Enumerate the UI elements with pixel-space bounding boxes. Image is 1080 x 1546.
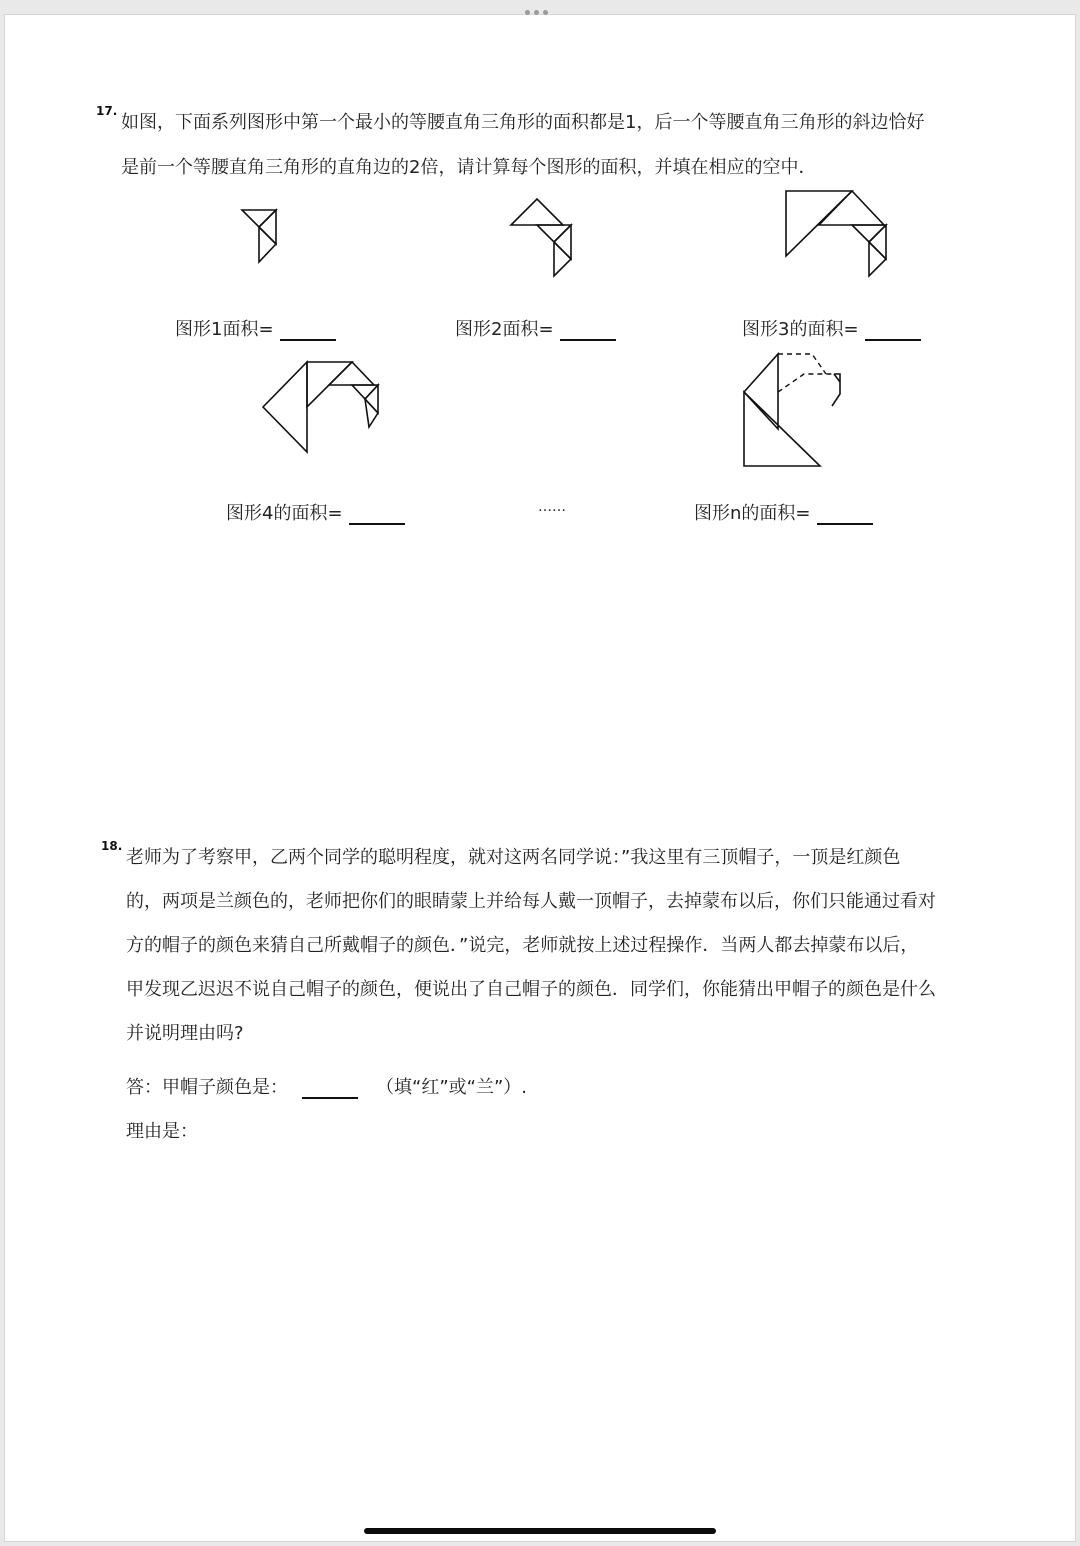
question-18-text-line-1: 老师为了考察甲，乙两个同学的聪明程度，就对这两名同学说：”我这里有三顶帽子，一顶是红颜色 (126, 847, 901, 868)
figure-1-caption-text: 图形1面积= (175, 319, 274, 340)
figure-3-diagram (778, 184, 898, 286)
figure-n-answer-blank[interactable] (817, 507, 873, 525)
figure-n-caption-text: 图形n的面积= (694, 503, 811, 524)
question-18-text-line-4: 甲发现乙迟迟不说自己帽子的颜色，便说出了自己帽子的颜色．同学们，你能猜出甲帽子的颜色是什么 (126, 979, 936, 1000)
reason-label: 理由是： (126, 1121, 198, 1142)
figure-2-caption (455, 315, 616, 341)
question-17-text-line-2: 是前一个等腰直角三角形的直角边的2倍，请计算每个图形的面积，并填在相应的空中． (121, 157, 817, 178)
figure-2-caption-text: 图形2面积= (455, 319, 554, 340)
figure-n-diagram (736, 344, 848, 472)
figure-4-diagram (256, 355, 388, 460)
question-18-answer-row (126, 1073, 527, 1099)
answer-prefix: 答：甲帽子颜色是： (126, 1077, 288, 1098)
figure-3-caption-text: 图形3的面积= (742, 319, 859, 340)
figure-4-answer-blank[interactable] (349, 507, 405, 525)
figure-4-caption-text: 图形4的面积= (226, 503, 343, 524)
question-18-text-line-2: 的，两项是兰颜色的，老师把你们的眼睛蒙上并给每人戴一顶帽子，去掉蒙布以后，你们只能通过看对 (126, 891, 936, 912)
question-17-number: 17. (96, 104, 118, 118)
figure-n-caption (694, 499, 873, 525)
figure-1-diagram (236, 204, 286, 270)
more-options-icon[interactable] (525, 10, 548, 15)
figure-2-answer-blank[interactable] (560, 323, 616, 341)
question-18-text-line-3: 方的帽子的颜色来猜自己所戴帽子的颜色．”说完，老师就按上述过程操作．当两人都去掉蒙布以后， (126, 935, 919, 956)
figure-2-diagram (505, 192, 580, 282)
figure-4-caption (226, 499, 405, 525)
ellipsis: …… (538, 499, 566, 515)
figure-1-caption (175, 315, 336, 341)
question-17-text-line-1: 如图，下面系列图形中第一个最小的等腰直角三角形的面积都是1，后一个等腰直角三角形的斜边恰好 (121, 112, 925, 133)
answer-hint: （填“红”或“兰”）. (376, 1077, 528, 1098)
question-18-number: 18. (101, 839, 123, 853)
figure-1-answer-blank[interactable] (280, 323, 336, 341)
home-indicator[interactable] (364, 1528, 716, 1534)
figure-3-answer-blank[interactable] (865, 323, 921, 341)
question-18-text-line-5: 并说明理由吗? (126, 1023, 244, 1044)
figure-3-caption (742, 315, 921, 341)
hat-color-answer-blank[interactable] (302, 1081, 358, 1099)
